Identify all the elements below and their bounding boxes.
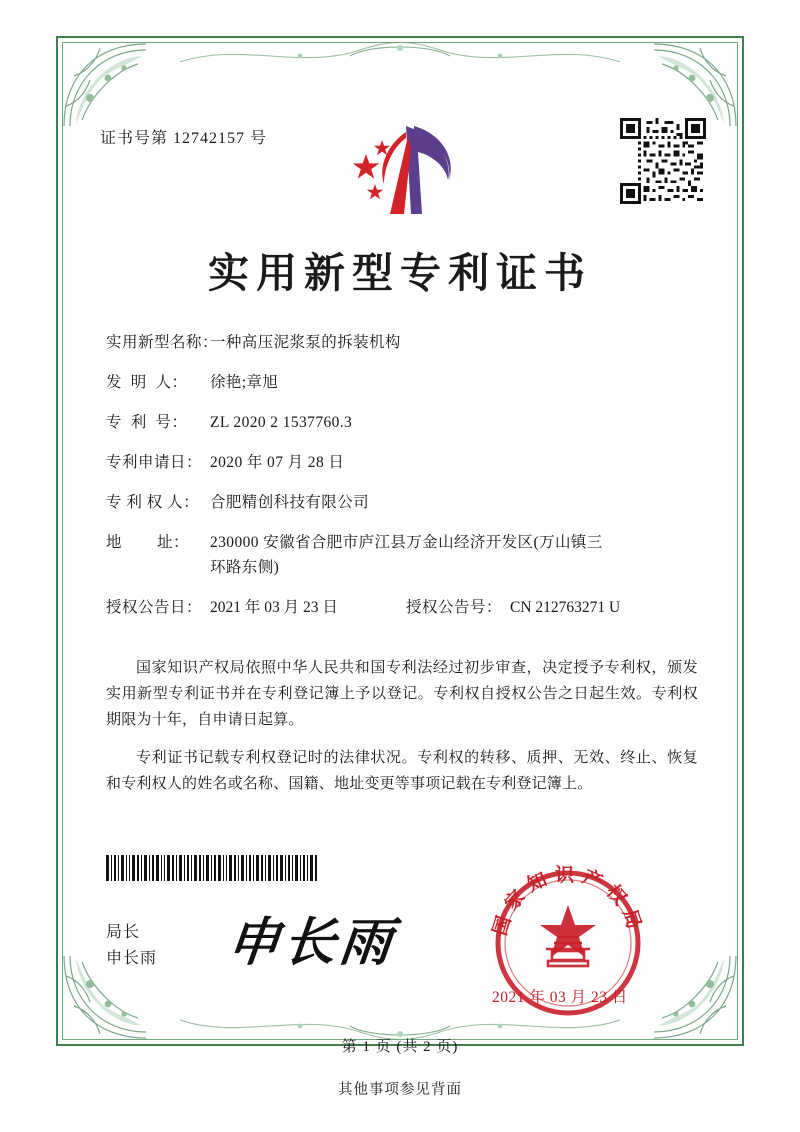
director-label: 局长 (106, 924, 141, 941)
corner-ornament-icon (56, 36, 152, 132)
address-line-2: 环路东侧) (210, 559, 280, 577)
announcement-number-group (406, 599, 620, 616)
field-label: 专利申请日： (106, 454, 203, 472)
field-label: 专 利 权 人： (106, 494, 200, 512)
field-label: 实用新型名称： (106, 334, 219, 351)
svg-text:国家知识产权局: 国家知识产权局 (489, 865, 647, 939)
director-signature-block (106, 920, 157, 972)
field-value: 徐艳;章旭 (210, 374, 279, 392)
top-edge-ornament-icon (180, 36, 620, 70)
announcement-number-label: 授权公告号： (406, 599, 503, 617)
field-value: 一种高压泥浆泵的拆装机构 (210, 334, 401, 351)
field-value-address (210, 534, 696, 576)
field-row-address (106, 534, 696, 576)
field-row-inventor (106, 374, 696, 391)
field-row-announcement (106, 599, 696, 616)
address-line-1: 230000 安徽省合肥市庐江县万金山经济开发区(万山镇三 (210, 534, 603, 552)
director-name: 申长雨 (106, 950, 158, 967)
certificate-number: 证书号第 12742157 号 (100, 130, 268, 147)
field-list (106, 334, 696, 634)
announcement-date-label: 授权公告日： (106, 599, 203, 617)
field-value: ZL 2020 2 1537760.3 (210, 414, 353, 432)
field-row-application-date (106, 454, 696, 471)
footer-note: 其他事项参见背面 (338, 1082, 462, 1098)
page-title: 实用新型专利证书 (208, 250, 592, 296)
field-label: 发 明 人： (106, 374, 188, 392)
field-row-patent-number (106, 414, 696, 431)
legal-text (106, 655, 698, 809)
announcement-date-group (106, 599, 406, 616)
announcement-number-value: CN 212763271 U (510, 599, 621, 617)
corner-ornament-icon (648, 950, 744, 1046)
page-number: 第 1 页 (共 2 页) (341, 1039, 459, 1055)
barcode (106, 855, 318, 881)
announcement-date-value: 2021 年 03 月 23 日 (210, 599, 338, 617)
field-row-utility-model-name (106, 334, 696, 351)
field-value: 2020 年 07 月 28 日 (210, 454, 345, 472)
field-value: 合肥精创科技有限公司 (210, 494, 370, 512)
seal-date: 2021 年 03 月 23 日 (492, 989, 628, 1006)
field-label: 地 址： (106, 534, 190, 552)
qr-code (620, 118, 706, 204)
paragraph-2: 专利证书记载专利权登记时的法律状况。专利权的转移、质押、无效、终止、恢复和专利权人的姓名或名称、国籍、地址变更等事项记载在专利登记簿上。 (106, 750, 698, 792)
field-label: 专 利 号： (106, 414, 188, 432)
handwritten-signature: 申长雨 (224, 915, 399, 972)
field-row-patentee (106, 494, 696, 511)
paragraph-1: 国家知识产权局依照中华人民共和国专利法经过初步审查，决定授予专利权，颁发实用新型专利证书并在专利登记簿上予以登记。专利权自授权公告之日起生效。专利权期限为十年，自申请日起算。 (106, 660, 698, 728)
cnipa-logo-icon (348, 118, 458, 218)
